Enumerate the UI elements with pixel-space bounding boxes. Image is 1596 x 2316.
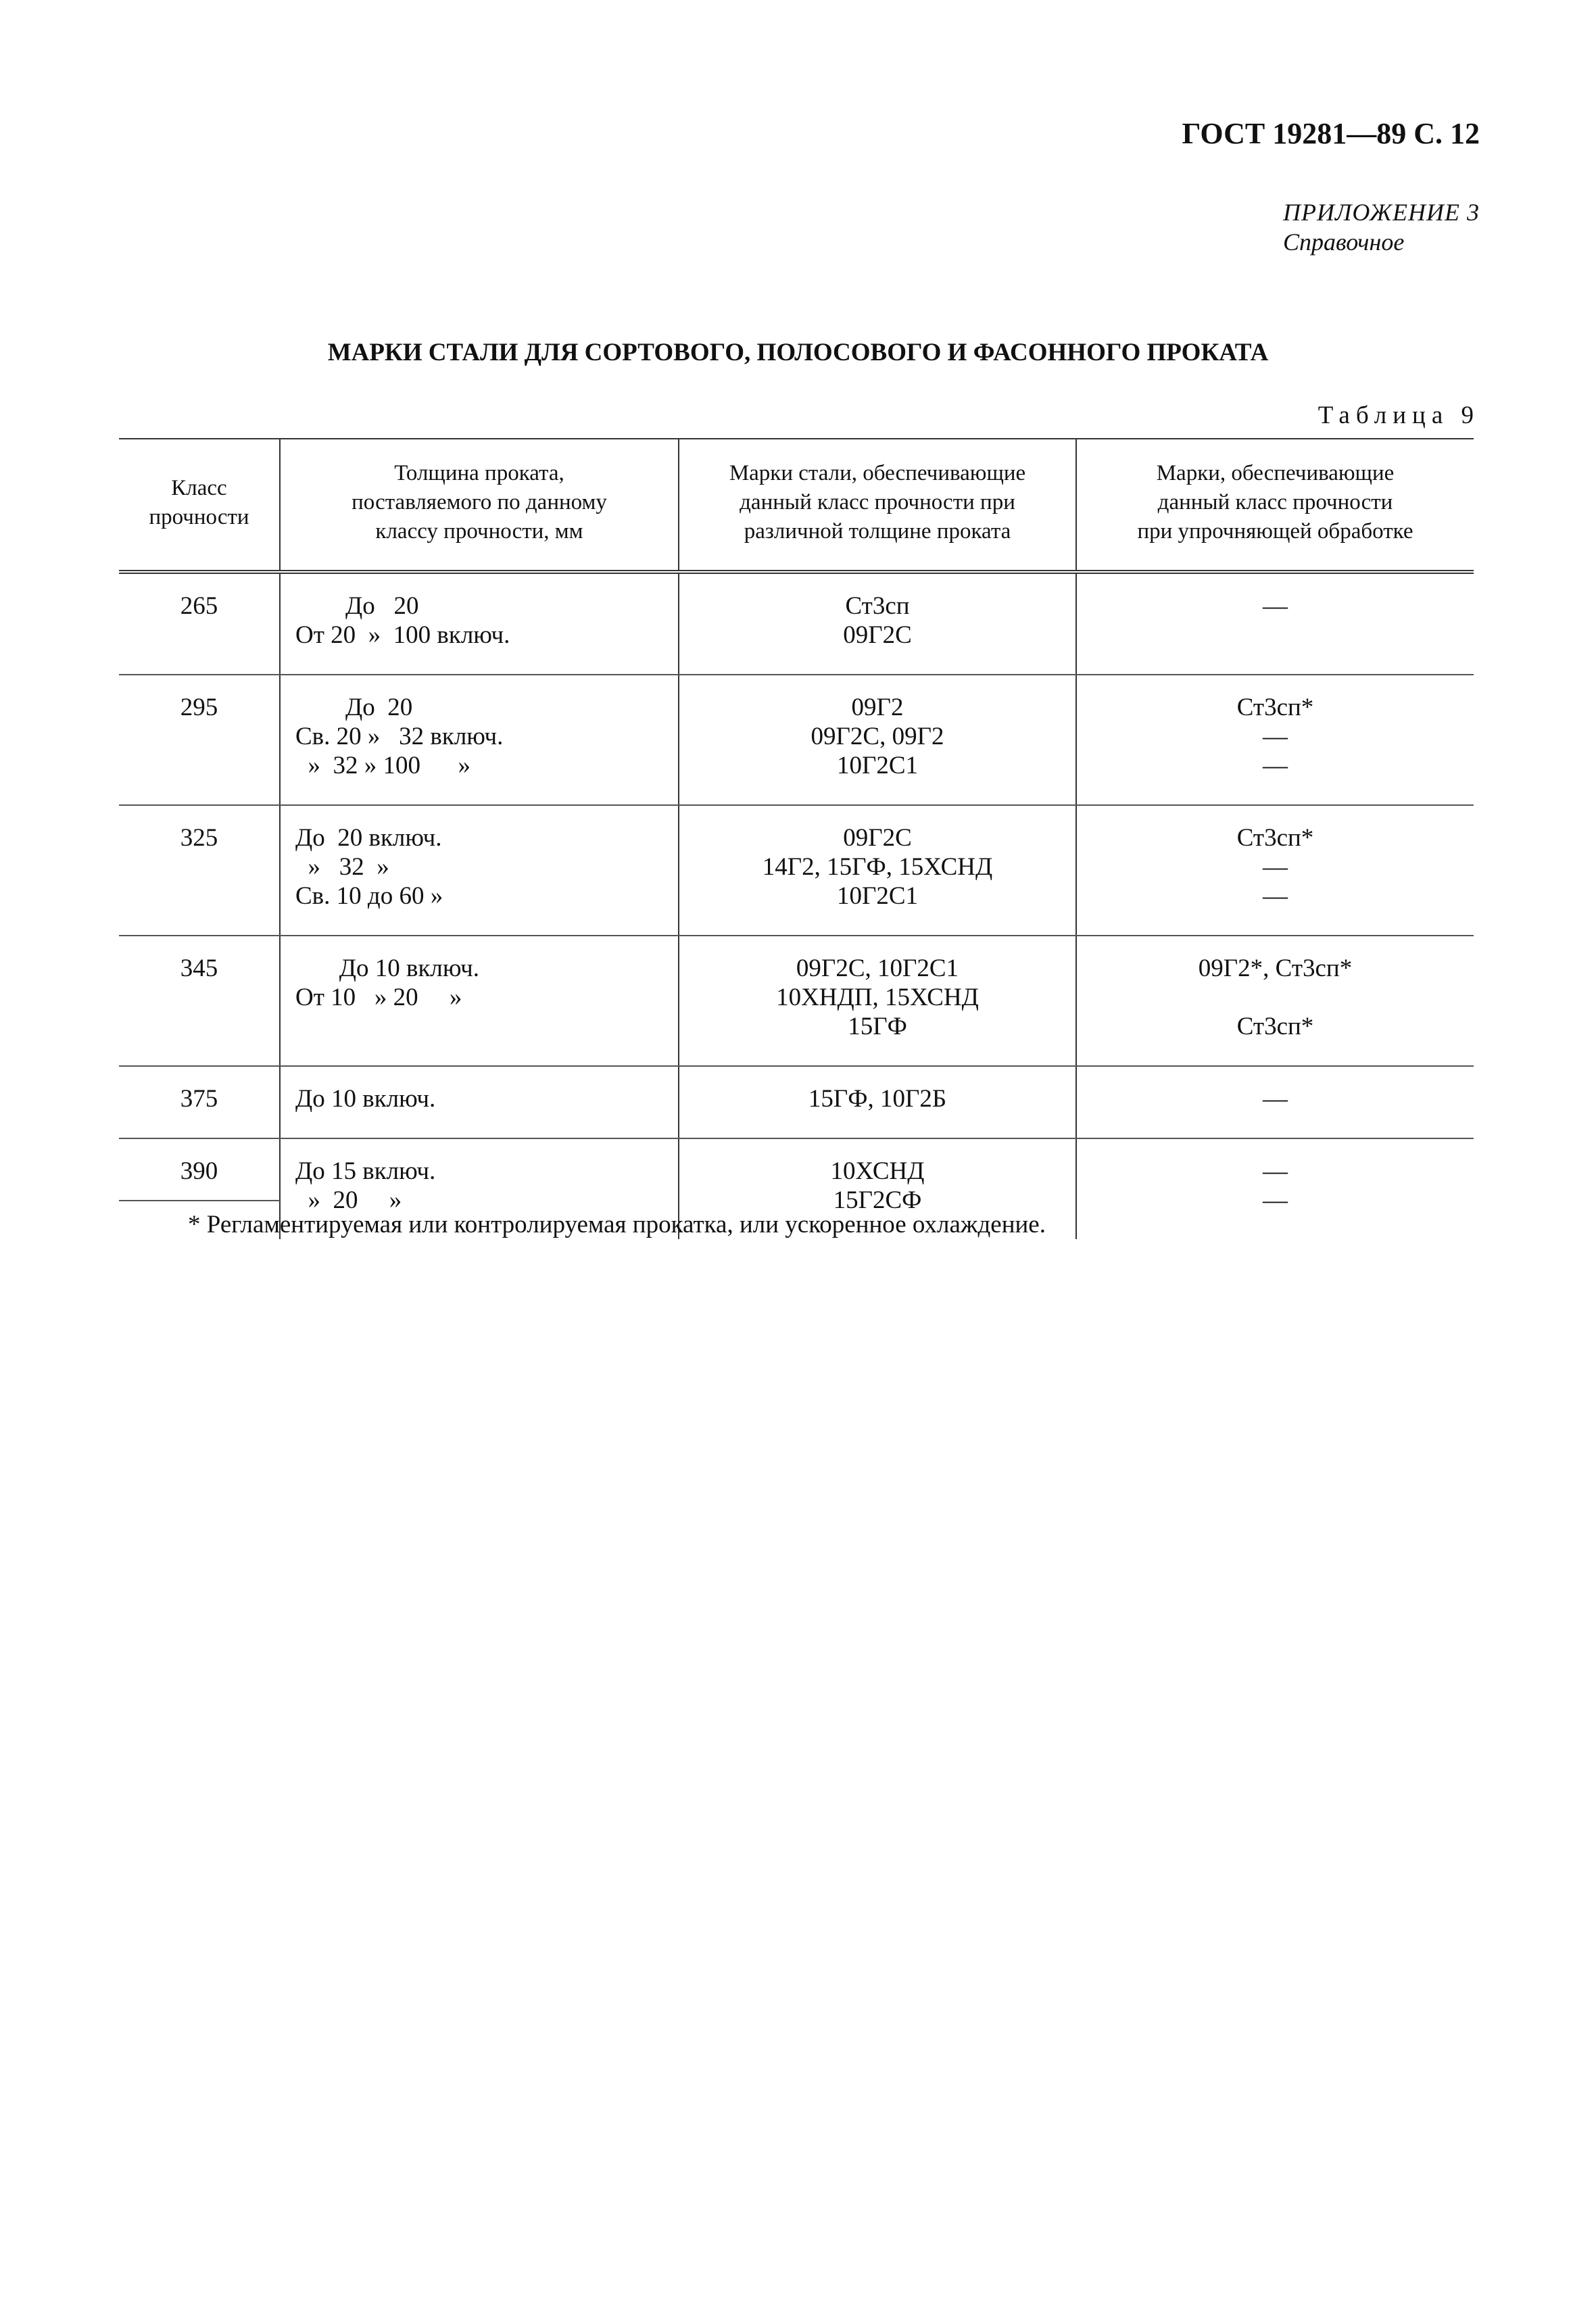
cell-line: —: [1263, 752, 1288, 779]
cell-line: —: [1263, 723, 1288, 750]
cell-line: До 20: [295, 592, 419, 620]
cell-hardened: [1076, 1138, 1474, 1239]
header-class: [119, 439, 280, 572]
header-row: [119, 439, 1474, 572]
cell-line: —: [1263, 882, 1288, 910]
cell-grades: [679, 675, 1076, 805]
table-row: [119, 1066, 1474, 1138]
footnote-divider: [119, 1200, 280, 1201]
cell-line: —: [1263, 592, 1288, 620]
cell-line: 09Г2: [851, 694, 904, 721]
cell-grades: [679, 805, 1076, 936]
cell-grades: [679, 1066, 1076, 1138]
cell-line: 10ХСНД: [830, 1157, 925, 1185]
cell-line: Св. 20 » 32 включ.: [295, 723, 504, 750]
cell-hardened: [1076, 1066, 1474, 1138]
table-row: [119, 936, 1474, 1066]
cell-line: До 10 включ.: [295, 955, 479, 982]
cell-line: 14Г2, 15ГФ, 15ХСНД: [762, 853, 993, 881]
document-title: МАРКИ СТАЛИ ДЛЯ СОРТОВОГО, ПОЛОСОВОГО И ФАСОННОГО ПРОКАТА: [327, 339, 1269, 366]
cell-class: 345: [119, 936, 280, 1066]
appendix-label: ПРИЛОЖЕНИЕ 3: [1283, 199, 1480, 226]
cell-line: 09Г2С, 09Г2: [811, 723, 944, 750]
cell-line: » 32 » 100 »: [295, 752, 470, 779]
cell-line: —: [1263, 853, 1288, 881]
cell-class: 390: [180, 1157, 218, 1185]
cell-class: 265: [119, 572, 280, 675]
cell-line: 09Г2*, Ст3сп*: [1198, 955, 1353, 982]
cell-line: 09Г2С, 10Г2С1: [796, 955, 959, 982]
cell-hardened: [1076, 805, 1474, 936]
cell-line: До 15 включ.: [295, 1157, 436, 1185]
header-line: прочности: [149, 504, 249, 529]
cell-line: От 20 » 100 включ.: [295, 621, 510, 649]
header-line: данный класс прочности: [1157, 490, 1393, 514]
cell-line: До 10 включ.: [295, 1085, 436, 1113]
header-grades: [679, 439, 1076, 572]
cell-line: До 20 включ.: [295, 824, 442, 852]
footnote: * Регламентируемая или контролируемая прокатка, или ускоренное охлаждение.: [188, 1211, 1046, 1238]
cell-line: —: [1263, 1085, 1288, 1113]
cell-line: Ст3сп*: [1236, 824, 1314, 852]
header-line: классу прочности, мм: [375, 519, 583, 544]
header-line: Марки, обеспечивающие: [1156, 461, 1395, 485]
table-body: [119, 572, 1474, 1239]
cell-grades: [679, 572, 1076, 675]
header-line: различной толщине проката: [744, 519, 1011, 544]
cell-line: Ст3сп: [845, 592, 910, 620]
cell-thickness: [280, 675, 679, 805]
cell-hardened: [1076, 675, 1474, 805]
cell-class: 295: [119, 675, 280, 805]
appendix-block: [1283, 197, 1480, 257]
cell-line: 10Г2С1: [836, 752, 919, 779]
table-row: [119, 675, 1474, 805]
cell-line: » 20 »: [295, 1186, 402, 1214]
table-row: [119, 805, 1474, 936]
table-row: [119, 572, 1474, 675]
cell-line: 09Г2С: [843, 824, 912, 852]
cell-line: —: [1263, 1186, 1288, 1214]
cell-line: 15ГФ: [848, 1013, 907, 1040]
page-number: ГОСТ 19281—89 С. 12: [1182, 117, 1480, 150]
cell-grades: [679, 936, 1076, 1066]
header-line: Марки стали, обеспечивающие: [729, 461, 1026, 485]
cell-thickness: [280, 1066, 679, 1138]
cell-class: 375: [119, 1066, 280, 1138]
cell-thickness: [280, 572, 679, 675]
table-caption: Таблица 9: [1317, 402, 1480, 429]
header-line: Толщина проката,: [394, 461, 564, 485]
cell-line: 09Г2С: [843, 621, 912, 649]
cell-line: 10Г2С1: [836, 882, 919, 910]
header-line: поставляемого по данному: [352, 490, 607, 514]
header-line: при упрочняющей обработке: [1137, 519, 1413, 544]
cell-line: » 32 »: [295, 853, 389, 881]
cell-line: 10ХНДП, 15ХСНД: [776, 984, 979, 1011]
header-line: данный класс прочности при: [740, 490, 1015, 514]
cell-line: 15ГФ, 10Г2Б: [808, 1085, 947, 1113]
cell-line: 15Г2СФ: [833, 1186, 922, 1214]
cell-line: [1088, 983, 1463, 1012]
header-thickness: [280, 439, 679, 572]
cell-line: Ст3сп*: [1236, 1013, 1314, 1040]
steel-grades-table: [119, 438, 1474, 1239]
cell-class: 325: [119, 805, 280, 936]
cell-thickness: [280, 936, 679, 1066]
table-header: [119, 439, 1474, 572]
header-line: Класс: [171, 475, 227, 500]
cell-line: —: [1263, 1157, 1288, 1185]
cell-hardened: [1076, 936, 1474, 1066]
cell-line: Св. 10 до 60 »: [295, 882, 443, 910]
cell-line: Ст3сп*: [1236, 694, 1314, 721]
header-hardened: [1076, 439, 1474, 572]
cell-hardened: [1076, 572, 1474, 675]
cell-thickness: [280, 805, 679, 936]
cell-line: От 10 » 20 »: [295, 984, 462, 1011]
appendix-type: Справочное: [1283, 228, 1405, 256]
cell-line: До 20: [295, 694, 413, 721]
